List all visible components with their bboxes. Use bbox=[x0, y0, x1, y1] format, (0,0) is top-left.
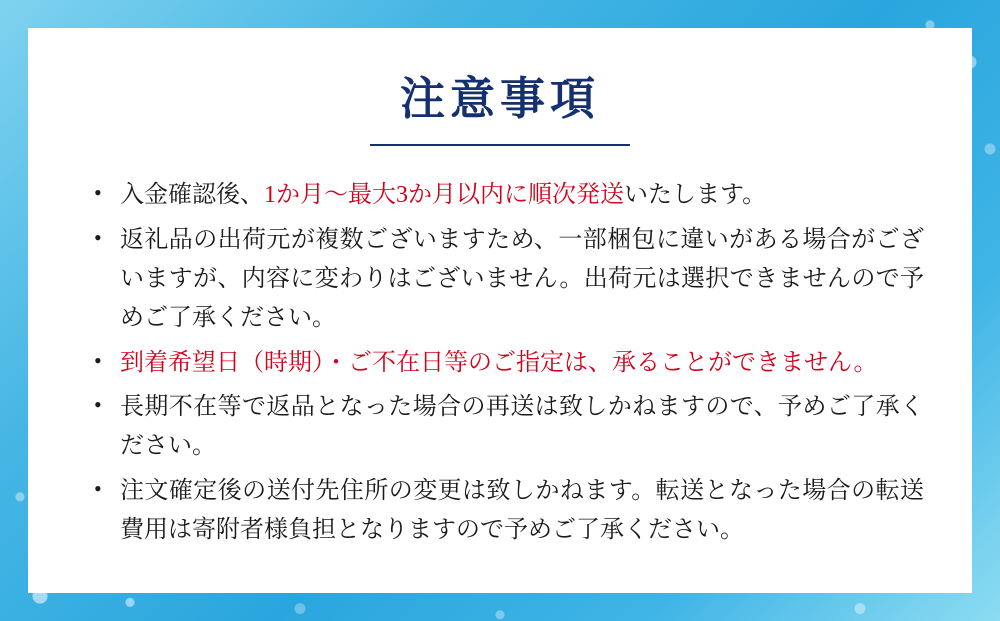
list-item-no-reshipment bbox=[90, 388, 924, 466]
list-item-multiple-shippers bbox=[90, 221, 924, 338]
note-text: いたします。 bbox=[624, 182, 767, 208]
notice-card bbox=[28, 28, 972, 593]
note-text: 長期不在等で返品となった場合の再送は致しかねますので、予めご了承ください。 bbox=[120, 394, 924, 460]
list-item-no-date-designation bbox=[90, 344, 924, 383]
page-title: 注意事項 bbox=[399, 74, 600, 124]
list-item-shipping-schedule bbox=[90, 176, 924, 215]
note-text: 入金確認後、 bbox=[120, 182, 264, 208]
note-text: 注文確定後の送付先住所の変更は致しかねます。転送となった場合の転送費用は寄附者様負担となりますので予めご了承ください。 bbox=[120, 478, 924, 543]
note-text: 返礼品の出荷元が複数ございますため、一部梱包に違いがある場合がございますが、内容に変わりはございません。出荷元は選択できませんので予めご了承ください。 bbox=[120, 226, 924, 331]
title-underline-divider bbox=[370, 144, 630, 146]
note-text: 到着希望日（時期）・ご不在日等のご指定は、承ることができません。 bbox=[120, 349, 878, 376]
notice-list bbox=[68, 176, 932, 550]
list-item-no-address-change bbox=[90, 472, 924, 550]
emphasis-text: 1か月〜最大3か月以内に順次発送 bbox=[264, 182, 624, 208]
